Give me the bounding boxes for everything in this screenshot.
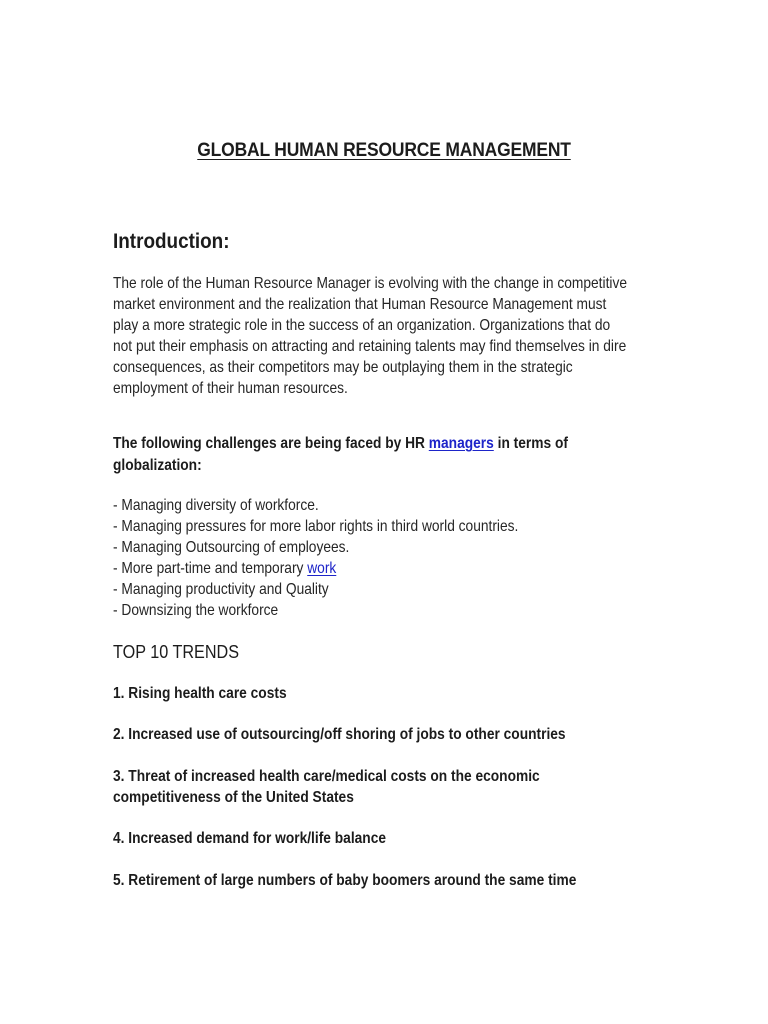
- trend-line: 1. Rising health care costs: [113, 685, 287, 702]
- paragraph-line: market environment and the realization that Human Resource Management must: [113, 296, 607, 313]
- challenges-heading-text-end: in terms of: [493, 435, 568, 452]
- challenges-heading-line: [113, 433, 595, 455]
- paragraph-line: employment of their human resources.: [113, 380, 348, 397]
- list-item-text: - More part-time and temporary: [113, 560, 308, 577]
- managers-link[interactable]: managers: [428, 435, 494, 452]
- paragraph-line: The role of the Human Resource Manager is evolving with the change in competitive: [113, 275, 627, 292]
- list-item: - Downsizing the workforce: [113, 602, 279, 619]
- document-title: GLOBAL HUMAN RESOURCE MANAGEMENT: [197, 140, 571, 161]
- trend-line: 3. Threat of increased health care/medical costs on the economic: [113, 768, 540, 785]
- trend-item: [113, 766, 595, 808]
- list-item: - Managing diversity of workforce.: [113, 497, 319, 514]
- trend-item: [113, 683, 595, 704]
- challenges-list: [113, 495, 595, 621]
- challenges-heading-text: The following challenges are being faced by HR: [113, 435, 429, 452]
- trend-item: [113, 870, 595, 891]
- trend-line: 5. Retirement of large numbers of baby boomers around the same time: [113, 872, 577, 889]
- work-link[interactable]: work: [307, 560, 337, 577]
- list-item: [113, 558, 595, 579]
- list-item: - Managing productivity and Quality: [113, 581, 329, 598]
- challenges-heading-line: globalization:: [113, 456, 202, 474]
- paragraph-line: consequences, as their competitors may be outplaying them in the strategic: [113, 359, 573, 376]
- trend-line: 4. Increased demand for work/life balance: [113, 830, 387, 847]
- paragraph-line: play a more strategic role in the success of an organization. Organizations that do: [113, 317, 611, 334]
- list-item: - Managing Outsourcing of employees.: [113, 539, 350, 556]
- trends-heading: TOP 10 TRENDS: [113, 642, 240, 662]
- trend-line: 2. Increased use of outsourcing/off shoring of jobs to other countries: [113, 726, 566, 743]
- introduction-heading: Introduction:: [113, 230, 230, 253]
- challenges-heading: [113, 433, 595, 476]
- list-item: - Managing pressures for more labor rights in third world countries.: [113, 518, 519, 535]
- trend-item: [113, 828, 595, 849]
- trend-item: [113, 724, 595, 745]
- trend-line: competitiveness of the United States: [113, 789, 354, 806]
- introduction-paragraph: [113, 273, 627, 399]
- paragraph-line: not put their emphasis on attracting and retaining talents may find themselves in dire: [113, 338, 627, 355]
